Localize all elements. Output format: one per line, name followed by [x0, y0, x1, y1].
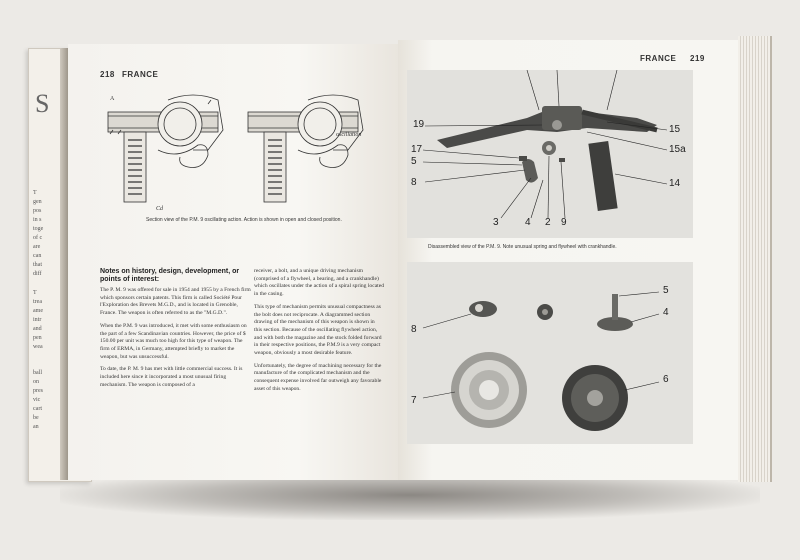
callout-5: 5 — [411, 156, 417, 167]
text-fragment-2: T trea ame intr and pen wea — [33, 290, 43, 350]
callout-3: 3 — [493, 217, 499, 228]
diagram-label-cd: Cd — [156, 206, 164, 212]
left-running-head: FRANCE — [122, 70, 159, 79]
callout-8: 8 — [411, 324, 417, 335]
right-running-head: FRANCE — [640, 54, 677, 63]
callout-19: 19 — [413, 119, 425, 130]
paragraph: receiver, a bolt, and a unique driving mechanism (comprised of a flywheel, a bearing, and a crankhandle) which oscillates under the action of a spiral spring located in the casing. — [254, 268, 385, 298]
callout-15: 15 — [669, 124, 681, 135]
disassembled-photo — [407, 70, 693, 238]
diagram-caption: Section view of the P.M. 9 oscillating action. Action is shown in open and closed position. — [146, 217, 342, 223]
callout-2: 2 — [545, 217, 551, 228]
left-page-number: 218 — [100, 70, 115, 79]
parts-photo — [407, 262, 693, 444]
diagram-label-oscillation: oscillation — [336, 132, 362, 138]
callout-7: 7 — [411, 395, 417, 406]
right-page-number: 219 — [690, 54, 705, 63]
callout-9: 9 — [561, 217, 567, 228]
paragraph: This type of mechanism permits unusual compactness as the bolt does not reciprocate. A diagrammed section drawing of the mechanism of this weapon is shown in this section. Because of the oscillating flywheel action, and with both the magazine and the stock folded forward in their respective positions, the P.M.9 is a very compact weapon, obviously a most desirable feature. — [254, 303, 382, 357]
parts-photo-art — [407, 262, 693, 444]
page-block-edges — [738, 36, 772, 482]
text-fragment-3: ball on pres vic cart be an — [33, 370, 43, 430]
right-text-column — [254, 268, 384, 399]
drop-cap-fragment: S — [35, 89, 50, 118]
callout-4: 4 — [525, 217, 531, 228]
callout-14: 14 — [669, 178, 681, 189]
section-diagram — [98, 90, 384, 214]
callout-5: 5 — [663, 285, 669, 296]
left-text-column — [100, 287, 252, 394]
callout-15a: 15a — [669, 144, 686, 155]
disassembled-photo-art — [407, 70, 693, 238]
callout-6: 6 — [663, 374, 669, 385]
notes-heading: Notes on history, design, development, or points of interest: — [100, 268, 240, 283]
paragraph: To date, the P. M. 9 has met with little commercial success. It is included here since it incorporated a most unusual firing mechanism. The weapon is composed of a — [100, 366, 243, 388]
paragraph: When the P.M. 9 was introduced, it met with some enthusiasm on the part of a few Scandinavian countries. However, the price of $ 150.00 per unit was much too high for this type of weapon. The firm of ERMA, in Germany, attempted briefly to market the weapon, but was unsuccessful. — [100, 322, 247, 360]
paragraph: The P. M. 9 was offered for sale in 1954 and 1955 by a French firm which sponsors certain patents. This firm is called Société Pour l'Exploration des Brevets M.G.D., and is located in Grenoble, France. The weapon is often referred to as the "M.G.D.". — [100, 287, 251, 317]
callout-17: 17 — [411, 144, 423, 155]
text-fragment: T gen pos in s toge of c are can that diff — [33, 190, 44, 277]
callout-8: 8 — [411, 177, 417, 188]
photo1-caption: Disassembled view of the P.M. 9. Note unusual spring and flywheel with crankhandle. — [428, 244, 617, 250]
paragraph: Unfortunately, the degree of machining necessary for the manufacture of the complicated mechanism and the consequent expense involved far outweigh any favorable asset of this weapon. — [254, 362, 382, 392]
left-cover-edge — [60, 48, 68, 480]
callout-4: 4 — [663, 307, 669, 318]
diagram-label-a: A — [110, 96, 115, 102]
